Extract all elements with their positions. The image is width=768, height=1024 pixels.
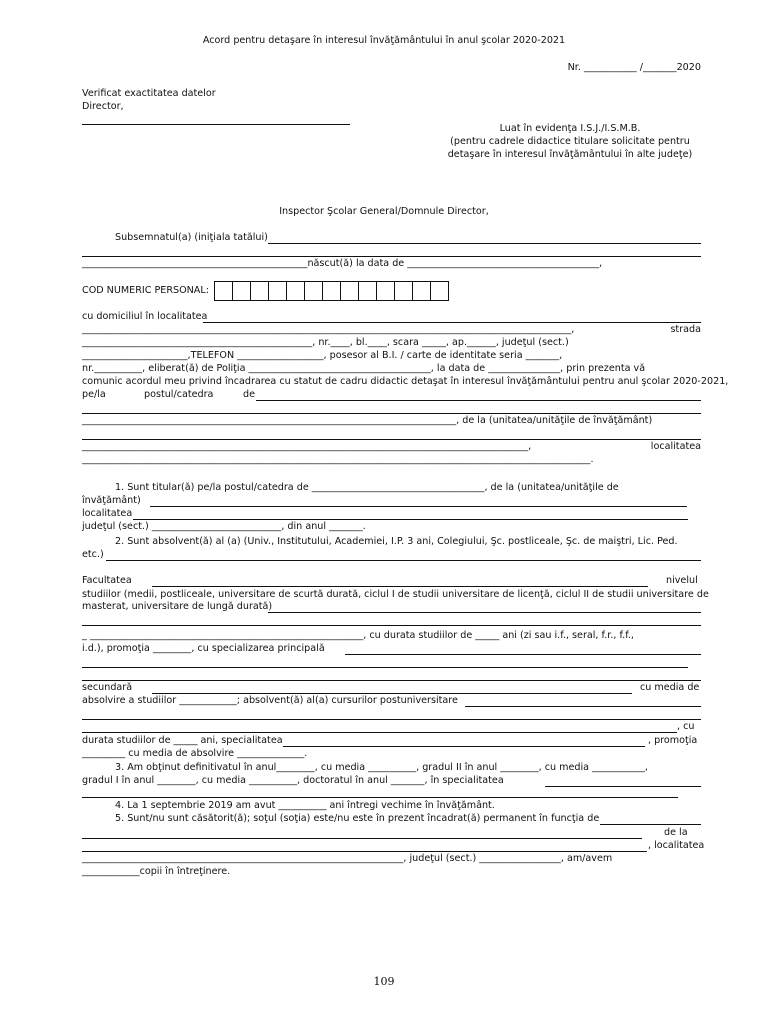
school-units-line: ______________________________________________________________________________, de la (unitatea/unităţile de învăţământ) (82, 415, 653, 426)
page-number: 109 (373, 975, 395, 988)
postgraduate-duration-line: durata studiilor de _____ ani, specialitatea (82, 735, 283, 746)
cnp-digit-box[interactable] (215, 282, 233, 300)
postgraduate-specialty-line (283, 746, 645, 747)
graduate-fill-line (106, 560, 701, 561)
post-label-2: postul/catedra (144, 389, 214, 400)
locality-fill-line: __________________________________________________________________________________________________________. (82, 454, 594, 465)
postgraduate-promotion-label: , promoţia (648, 735, 698, 746)
graduate-statement: 2. Sunt absolvent(ă) al (a) (Univ., Institutului, Academiei, I.P. 3 ani, Colegiului, Şc. postliceale, Şc. de maiştri, Lic. Ped. (115, 536, 678, 547)
cnp-digit-box[interactable] (413, 282, 431, 300)
seniority-line: 4. La 1 septembrie 2019 am avut __________ ani întregi vechime în învăţământ. (115, 800, 495, 811)
school-fill-line (82, 439, 701, 440)
study-duration-line: _ _________________________________________________________, cu durata studiilor de _____ ani (zi sau i.f., seral, f.r., f.f., (82, 630, 634, 641)
locality-label: localitatea (650, 441, 701, 452)
street-label: strada (670, 324, 701, 335)
registry-line-3: detaşare în interesul învăţământului în alte judeţe) (447, 149, 693, 160)
spouse-locality-label: , localitatea (648, 840, 705, 851)
spouse-position-line-2 (82, 838, 642, 839)
salutation: Inspector Şcolar General/Domnule Director, (279, 206, 489, 217)
spouse-position-line (600, 824, 701, 825)
tenure-locality-label: localitatea (82, 508, 133, 519)
verified-label: Verificat exactitatea datelor (82, 88, 216, 99)
degrees-fill-line (82, 797, 678, 798)
study-level-fill-line-2 (82, 625, 701, 626)
faculty-fill-line (152, 586, 648, 587)
cnp-boxes[interactable] (214, 281, 449, 301)
street-fill: ______________________________________________________________________________________________________, (82, 324, 575, 335)
postgraduate-line: absolvire a studiilor ____________; absolvent(ă) al(a) cursurilor postuniversitare (82, 695, 458, 706)
consent-statement: comunic acordul meu privind încadrarea cu statut de cadru didactic detaşat în interesul învăţământului pentru anul şcolar 2020-2021, (82, 376, 729, 387)
registration-number: Nr. ___________ /_______2020 (567, 62, 701, 73)
registry-line-2: (pentru cadrele didactice titulare solicitate pentru (450, 136, 690, 147)
marital-status-line: 5. Sunt/nu sunt căsătorit(ă); soţul (soţia) este/nu este în prezent încadrat(ă) permanent în funcţia de (115, 813, 600, 824)
postgraduate-with-label: , cu (677, 721, 695, 732)
id-issued-line: nr.__________, eliberat(ă) de Poliţia ______________________________________, la data de _______________, prin prezenta vă (82, 363, 646, 374)
postgraduate-fill-line (465, 706, 701, 707)
specialization-fill-line (345, 654, 701, 655)
cnp-digit-box[interactable] (269, 282, 287, 300)
secondary-fill-line (152, 693, 632, 694)
post-label-3: de (243, 389, 255, 400)
cnp-digit-box[interactable] (233, 282, 251, 300)
residence-label: cu domiciliul în localitatea (82, 311, 208, 322)
cnp-label: COD NUMERIC PERSONAL: (82, 285, 209, 296)
residence-fill-line (203, 322, 701, 323)
cnp-digit-box[interactable] (323, 282, 341, 300)
graduate-etc-label: etc.) (82, 549, 104, 560)
cnp-digit-box[interactable] (341, 282, 359, 300)
tenure-county-line: judeţul (sect.) ___________________________, din anul _______. (82, 521, 366, 532)
degrees-specialty-line (545, 786, 701, 787)
tenure-statement: 1. Sunt titular(ă) pe/la postul/catedra de ____________________________________, de la (unitatea/unităţile de (115, 482, 619, 493)
cnp-digit-box[interactable] (395, 282, 413, 300)
spouse-from-label: de la (664, 827, 688, 838)
tenure-units-label: învăţământ) (82, 495, 141, 506)
study-level-options: studiilor (medii, postliceale, universitare de scurtă durată, ciclul I de studii universitare de licenţă, ciclul II de studii universitare de (82, 589, 709, 600)
spouse-unit-line (82, 851, 647, 852)
post-fill-line (256, 400, 701, 401)
director-label: Director, (82, 101, 124, 112)
cnp-field[interactable] (82, 281, 449, 301)
cnp-digit-box[interactable] (251, 282, 269, 300)
post-label-1: pe/la (82, 389, 106, 400)
post-fill-line-2 (82, 413, 701, 414)
study-level-options-2: masterat, universitare de lungă durată) (82, 601, 273, 612)
faculty-label: Facultatea (82, 575, 132, 586)
surname-label: Subsemnatul(a) (iniţiala tatălui) (115, 232, 268, 243)
birth-date-line: _______________________________________________născut(ă) la data de ________________________________________, (82, 258, 603, 269)
cnp-digit-box[interactable] (287, 282, 305, 300)
children-line: ____________copii în întreţinere. (82, 866, 231, 877)
degrees-line-2: gradul I în anul ________, cu media __________, doctoratul în anul _______, în specialitatea (82, 775, 504, 786)
tenure-units-line (150, 506, 687, 507)
spouse-county-line: ___________________________________________________________________, judeţul (sect.) _________________, am/avem (82, 853, 613, 864)
address-details-line: ________________________________________________, nr.____, bl.____, scara _____, ap.______, judeţul (sect.) (82, 337, 569, 348)
study-level-fill-line (268, 612, 701, 613)
cnp-digit-box[interactable] (305, 282, 323, 300)
cnp-digit-box[interactable] (431, 282, 449, 300)
form-title: Acord pentru detaşare în interesul învăţământului în anul şcolar 2020-2021 (202, 35, 566, 46)
surname-fill-line (268, 243, 701, 244)
degrees-line-1: 3. Am obţinut definitivatul în anul________, cu media __________, gradul II în anul ________, cu media ___________, (115, 762, 648, 773)
postgraduate-fill-line-3 (82, 732, 677, 733)
postgraduate-fill-line-2 (82, 719, 701, 720)
phone-id-line: ______________________,TELEFON __________________, posesor al B.I. / carte de identitate seria _______, (82, 350, 563, 361)
promotion-specialization-line: i.d.), promoţia ________, cu specializarea principală (82, 643, 325, 654)
specialization-fill-line-2 (82, 667, 688, 668)
surname-fill-line-2 (82, 256, 701, 257)
specialization-fill-line-3 (82, 680, 701, 681)
registry-line-1: Luat în evidenţa I.S.J./I.S.M.B. (499, 123, 641, 134)
locality-fill: _____________________________________________________________________________________________, (82, 441, 532, 452)
locality-row (82, 441, 701, 453)
street-row (82, 324, 701, 336)
average-label: cu media de (640, 682, 700, 693)
director-signature-line (82, 124, 350, 125)
study-level-label: nivelul (666, 575, 698, 586)
postgraduate-average-line: _________ cu media de absolvire ______________. (82, 748, 308, 759)
cnp-digit-box[interactable] (359, 282, 377, 300)
tenure-locality-line (133, 519, 688, 520)
cnp-digit-box[interactable] (377, 282, 395, 300)
secondary-label: secundară (82, 682, 133, 693)
